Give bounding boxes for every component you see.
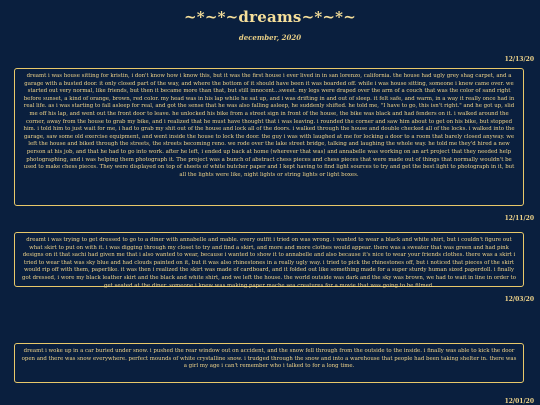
entry-box <box>14 232 524 287</box>
entry-box <box>14 343 524 383</box>
blog-title: ~*~*~dreams~*~*~ <box>184 8 356 26</box>
entry-date: 12/11/20 <box>504 215 534 222</box>
entry-date: 12/13/20 <box>504 56 534 63</box>
entry-text: dreamt i was house sitting for kristin, i don't know how i know this, but it was the first house i ever lived in in san lorenzo, california. the house had ugly grey shag carpet, and a garage with a busted door. it only closed part of the way, and where the bottom of it should have been it was boarded off. while i was house sitting, someone i knew came over. we started out very normal, like friends, but then it became more than that, but still innocent...sweet. my legs were draped over the arm of a couch that was the color of sand right before sunset, a kind of orange, brown, red color. my head was in his lap while he sat up, and i was drifting in and out of sleep. it felt safe, and warm, in a way it really once had in real life. as i was starting to fall asleep for real, and got the sense that he was also falling asleep, he suddenly shifted. he told me, "I have to go, this isn't right." and he got up, slid me off his lap, and went out the front door to leave. he unlocked his bike from a street sign in front of the house, the bike was black and had fenders on it. i walked around the corner, away from the house to grab my bike, and i realized that he must have thought that i was leaving. i rounded the corner and saw him about to get on his bike, but stopped him. i told him to just wait for me, i had to grab my shit out of the house and lock all of the doors. i walked through the house and double checked all of the locks. i walked into the garage, saw some old exercise equipment, and went inside the house to lock the door. the guy i was with laughed at me for locking a door to a room that barely closed anyway. we left the house and biked through the streets, the streets becoming reno. we rode over the lake street bridge, talking and laughing the whole way. he told me they'd hired a new person at his job, and that he had to go into work. after he left, i ended up back at home (wherever that was) and annabelle was working on an art project that they needed help photographing, and i was helping them photograph it. The project was a bunch of abstract chess pieces and chess pieces that were made out of things that normally wouldn't be used to make chess pieces. They were displayed on top of sheets of white butcher paper and I kept having to find light sources to try and get the best light to photograph in it, but all the lights were like, night lights or string lights or light boxes. <box>23 73 515 178</box>
entry-date: 12/03/20 <box>504 296 534 303</box>
blog-subtitle: december, 2020 <box>238 33 302 42</box>
entry-text: dreamt i woke up in a car buried under snow. i pushed the rear window out on accident, and the snow fell through from the outside to the inside. i finally was able to kick the door open and there was snow everywhere. perfect mounds of white crystalline snow. i trudged through the snow and into a warehouse that people had been taking shelter in. there was a girl my age i can't remember who i talked to for a long time. <box>21 348 517 370</box>
entry-text: dreamt i was trying to get dressed to go to a diner with annabelle and mable. every outfit i tried on was wrong. i wanted to wear a black and white shirt, but i couldn't figure out what skirt to put on with it. i was digging through my closet to try and find a skirt, and more and more clothes would appear. there was a sweater that was green and had pink designs on it that sachi had given me that i also wanted to wear, because i wanted to show it to annabelle and also because it's nice to wear your friends clothes. there was a skirt i tried to wear that was sky blue and had clouds painted on it, but it was also rhinestones in a really ugly way. i tried to pick the rhinestones off, but i noticed that pieces of the skirt would rip off with them, paperlike. it was then i realized the skirt was made of cardboard, and it folded out like something made for a super sturdy human sized paperdoll. i finally got dressed, i wore my black leather skirt and the black and white shirt, and we left the house. the world outside was dark and the sky was brown, we had to wait in line in order to get seated at the diner. someone i knew was making paper mache sea creatures for a movie that was going to be filmed. <box>22 237 516 289</box>
entry-box <box>14 68 524 206</box>
entry-date: 12/01/20 <box>504 398 534 405</box>
